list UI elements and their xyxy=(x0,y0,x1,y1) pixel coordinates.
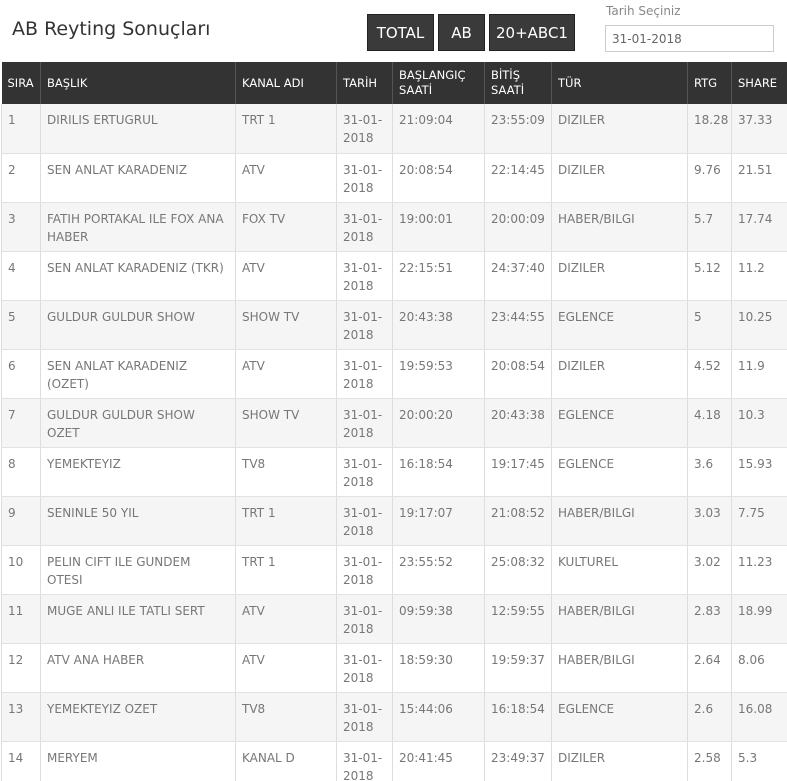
cell-baslik: SEN ANLAT KARADENIZ (TKR) xyxy=(41,251,236,300)
cell-bitis-saati: 23:49:37 xyxy=(485,741,552,781)
cell-baslik: SEN ANLAT KARADENIZ (OZET) xyxy=(41,349,236,398)
cell-tarih: 31-01-2018 xyxy=(337,447,393,496)
cell-tur: DIZILER xyxy=(552,741,688,781)
cell-baslik: SENINLE 50 YIL xyxy=(41,496,236,545)
cell-rtg: 5 xyxy=(688,300,732,349)
cell-baslangic-saati: 21:09:04 xyxy=(393,104,485,153)
cell-share: 8.06 xyxy=(732,643,787,692)
cell-tarih: 31-01-2018 xyxy=(337,104,393,153)
cell-share: 18.99 xyxy=(732,594,787,643)
cell-share: 11.9 xyxy=(732,349,787,398)
cell-kanal-adi: ATV xyxy=(236,594,337,643)
cell-bitis-saati: 19:59:37 xyxy=(485,643,552,692)
cell-share: 5.3 xyxy=(732,741,787,781)
cell-baslangic-saati: 19:00:01 xyxy=(393,202,485,251)
ratings-table xyxy=(1,62,787,781)
table-row xyxy=(2,741,787,781)
header-baslangic-saati[interactable]: BAŞLANGIÇ SAATİ xyxy=(393,62,485,104)
cell-baslik: ATV ANA HABER xyxy=(41,643,236,692)
cell-share: 10.25 xyxy=(732,300,787,349)
cell-baslik: PELIN CIFT ILE GUNDEM OTESI xyxy=(41,545,236,594)
header-tur[interactable]: TÜR xyxy=(552,62,688,104)
cell-tarih: 31-01-2018 xyxy=(337,496,393,545)
cell-tur: HABER/BILGI xyxy=(552,643,688,692)
table-row xyxy=(2,692,787,741)
table-row xyxy=(2,398,787,447)
cell-tur: EGLENCE xyxy=(552,300,688,349)
cell-share: 37.33 xyxy=(732,104,787,153)
cell-tur: DIZILER xyxy=(552,251,688,300)
table-row xyxy=(2,447,787,496)
cell-baslangic-saati: 20:41:45 xyxy=(393,741,485,781)
cell-kanal-adi: TRT 1 xyxy=(236,496,337,545)
cell-tarih: 31-01-2018 xyxy=(337,251,393,300)
cell-tur: EGLENCE xyxy=(552,447,688,496)
cell-sira: 10 xyxy=(2,545,41,594)
cell-sira: 11 xyxy=(2,594,41,643)
cell-tarih: 31-01-2018 xyxy=(337,349,393,398)
cell-kanal-adi: KANAL D xyxy=(236,741,337,781)
cell-share: 11.2 xyxy=(732,251,787,300)
cell-baslangic-saati: 16:18:54 xyxy=(393,447,485,496)
cell-rtg: 5.7 xyxy=(688,202,732,251)
table-row xyxy=(2,202,787,251)
cell-bitis-saati: 20:43:38 xyxy=(485,398,552,447)
cell-sira: 9 xyxy=(2,496,41,545)
cell-baslik: GULDUR GULDUR SHOW OZET xyxy=(41,398,236,447)
cell-baslik: FATIH PORTAKAL ILE FOX ANA HABER xyxy=(41,202,236,251)
cell-bitis-saati: 19:17:45 xyxy=(485,447,552,496)
table-row xyxy=(2,300,787,349)
cell-tarih: 31-01-2018 xyxy=(337,692,393,741)
cell-sira: 1 xyxy=(2,104,41,153)
cell-sira: 2 xyxy=(2,153,41,202)
cell-kanal-adi: ATV xyxy=(236,251,337,300)
cell-rtg: 3.02 xyxy=(688,545,732,594)
cell-sira: 14 xyxy=(2,741,41,781)
cell-sira: 8 xyxy=(2,447,41,496)
cell-sira: 3 xyxy=(2,202,41,251)
cell-bitis-saati: 25:08:32 xyxy=(485,545,552,594)
cell-sira: 12 xyxy=(2,643,41,692)
cell-baslik: MERYEM xyxy=(41,741,236,781)
table-row xyxy=(2,496,787,545)
cell-baslik: SEN ANLAT KARADENIZ xyxy=(41,153,236,202)
date-label: Tarih Seçiniz xyxy=(606,4,681,18)
cell-share: 21.51 xyxy=(732,153,787,202)
cell-tarih: 31-01-2018 xyxy=(337,153,393,202)
header-kanal-adi[interactable]: KANAL ADI xyxy=(236,62,337,104)
cell-sira: 7 xyxy=(2,398,41,447)
page-title: AB Reyting Sonuçları xyxy=(12,18,211,40)
cell-baslangic-saati: 18:59:30 xyxy=(393,643,485,692)
cell-bitis-saati: 20:08:54 xyxy=(485,349,552,398)
cell-kanal-adi: SHOW TV xyxy=(236,300,337,349)
cell-baslik: MUGE ANLI ILE TATLI SERT xyxy=(41,594,236,643)
abc1-button[interactable]: 20+ABC1 xyxy=(489,14,575,51)
header-baslik[interactable]: BAŞLIK xyxy=(41,62,236,104)
cell-share: 16.08 xyxy=(732,692,787,741)
cell-rtg: 4.52 xyxy=(688,349,732,398)
table-row xyxy=(2,104,787,153)
cell-sira: 13 xyxy=(2,692,41,741)
cell-baslik: DIRILIS ERTUGRUL xyxy=(41,104,236,153)
cell-share: 17.74 xyxy=(732,202,787,251)
total-button[interactable]: TOTAL xyxy=(367,14,434,51)
header-sira[interactable]: SIRA xyxy=(2,62,41,104)
cell-kanal-adi: TRT 1 xyxy=(236,545,337,594)
cell-tarih: 31-01-2018 xyxy=(337,643,393,692)
cell-tarih: 31-01-2018 xyxy=(337,545,393,594)
cell-rtg: 3.03 xyxy=(688,496,732,545)
cell-bitis-saati: 20:00:09 xyxy=(485,202,552,251)
cell-baslangic-saati: 19:59:53 xyxy=(393,349,485,398)
cell-rtg: 3.6 xyxy=(688,447,732,496)
cell-kanal-adi: FOX TV xyxy=(236,202,337,251)
table-row xyxy=(2,153,787,202)
cell-share: 7.75 xyxy=(732,496,787,545)
cell-kanal-adi: TV8 xyxy=(236,692,337,741)
cell-baslangic-saati: 22:15:51 xyxy=(393,251,485,300)
cell-rtg: 2.64 xyxy=(688,643,732,692)
cell-bitis-saati: 23:44:55 xyxy=(485,300,552,349)
table-row xyxy=(2,349,787,398)
header-rtg[interactable]: RTG xyxy=(688,62,732,104)
cell-tarih: 31-01-2018 xyxy=(337,300,393,349)
cell-baslangic-saati: 09:59:38 xyxy=(393,594,485,643)
table-row xyxy=(2,545,787,594)
cell-baslangic-saati: 20:43:38 xyxy=(393,300,485,349)
cell-kanal-adi: TRT 1 xyxy=(236,104,337,153)
cell-rtg: 2.83 xyxy=(688,594,732,643)
cell-tur: DIZILER xyxy=(552,349,688,398)
cell-sira: 6 xyxy=(2,349,41,398)
cell-kanal-adi: TV8 xyxy=(236,447,337,496)
cell-baslangic-saati: 20:00:20 xyxy=(393,398,485,447)
cell-tur: DIZILER xyxy=(552,104,688,153)
cell-kanal-adi: ATV xyxy=(236,643,337,692)
cell-bitis-saati: 22:14:45 xyxy=(485,153,552,202)
cell-tarih: 31-01-2018 xyxy=(337,398,393,447)
table-row xyxy=(2,643,787,692)
cell-bitis-saati: 16:18:54 xyxy=(485,692,552,741)
cell-rtg: 2.58 xyxy=(688,741,732,781)
table-row xyxy=(2,594,787,643)
cell-share: 15.93 xyxy=(732,447,787,496)
ab-button[interactable]: AB xyxy=(438,14,485,51)
cell-kanal-adi: SHOW TV xyxy=(236,398,337,447)
table-row xyxy=(2,251,787,300)
cell-bitis-saati: 21:08:52 xyxy=(485,496,552,545)
cell-kanal-adi: ATV xyxy=(236,153,337,202)
cell-rtg: 18.28 xyxy=(688,104,732,153)
cell-sira: 4 xyxy=(2,251,41,300)
cell-rtg: 9.76 xyxy=(688,153,732,202)
cell-baslangic-saati: 20:08:54 xyxy=(393,153,485,202)
cell-sira: 5 xyxy=(2,300,41,349)
cell-rtg: 2.6 xyxy=(688,692,732,741)
cell-baslik: YEMEKTEYIZ xyxy=(41,447,236,496)
cell-share: 11.23 xyxy=(732,545,787,594)
cell-rtg: 5.12 xyxy=(688,251,732,300)
cell-bitis-saati: 12:59:55 xyxy=(485,594,552,643)
header-share[interactable]: SHARE xyxy=(732,62,787,104)
cell-baslik: GULDUR GULDUR SHOW xyxy=(41,300,236,349)
header-bitis-saati[interactable]: BİTİŞ SAATİ xyxy=(485,62,552,104)
cell-tur: HABER/BILGI xyxy=(552,594,688,643)
table-header-row xyxy=(2,62,787,104)
cell-bitis-saati: 24:37:40 xyxy=(485,251,552,300)
date-input[interactable] xyxy=(605,25,774,52)
cell-bitis-saati: 23:55:09 xyxy=(485,104,552,153)
cell-baslik: YEMEKTEYIZ OZET xyxy=(41,692,236,741)
cell-tur: HABER/BILGI xyxy=(552,496,688,545)
cell-baslangic-saati: 23:55:52 xyxy=(393,545,485,594)
cell-baslangic-saati: 19:17:07 xyxy=(393,496,485,545)
cell-tur: HABER/BILGI xyxy=(552,202,688,251)
cell-rtg: 4.18 xyxy=(688,398,732,447)
cell-tur: EGLENCE xyxy=(552,692,688,741)
cell-tarih: 31-01-2018 xyxy=(337,741,393,781)
cell-tur: DIZILER xyxy=(552,153,688,202)
cell-tur: EGLENCE xyxy=(552,398,688,447)
cell-share: 10.3 xyxy=(732,398,787,447)
cell-tarih: 31-01-2018 xyxy=(337,594,393,643)
cell-tur: KULTUREL xyxy=(552,545,688,594)
header-tarih[interactable]: TARİH xyxy=(337,62,393,104)
cell-baslangic-saati: 15:44:06 xyxy=(393,692,485,741)
cell-tarih: 31-01-2018 xyxy=(337,202,393,251)
cell-kanal-adi: ATV xyxy=(236,349,337,398)
